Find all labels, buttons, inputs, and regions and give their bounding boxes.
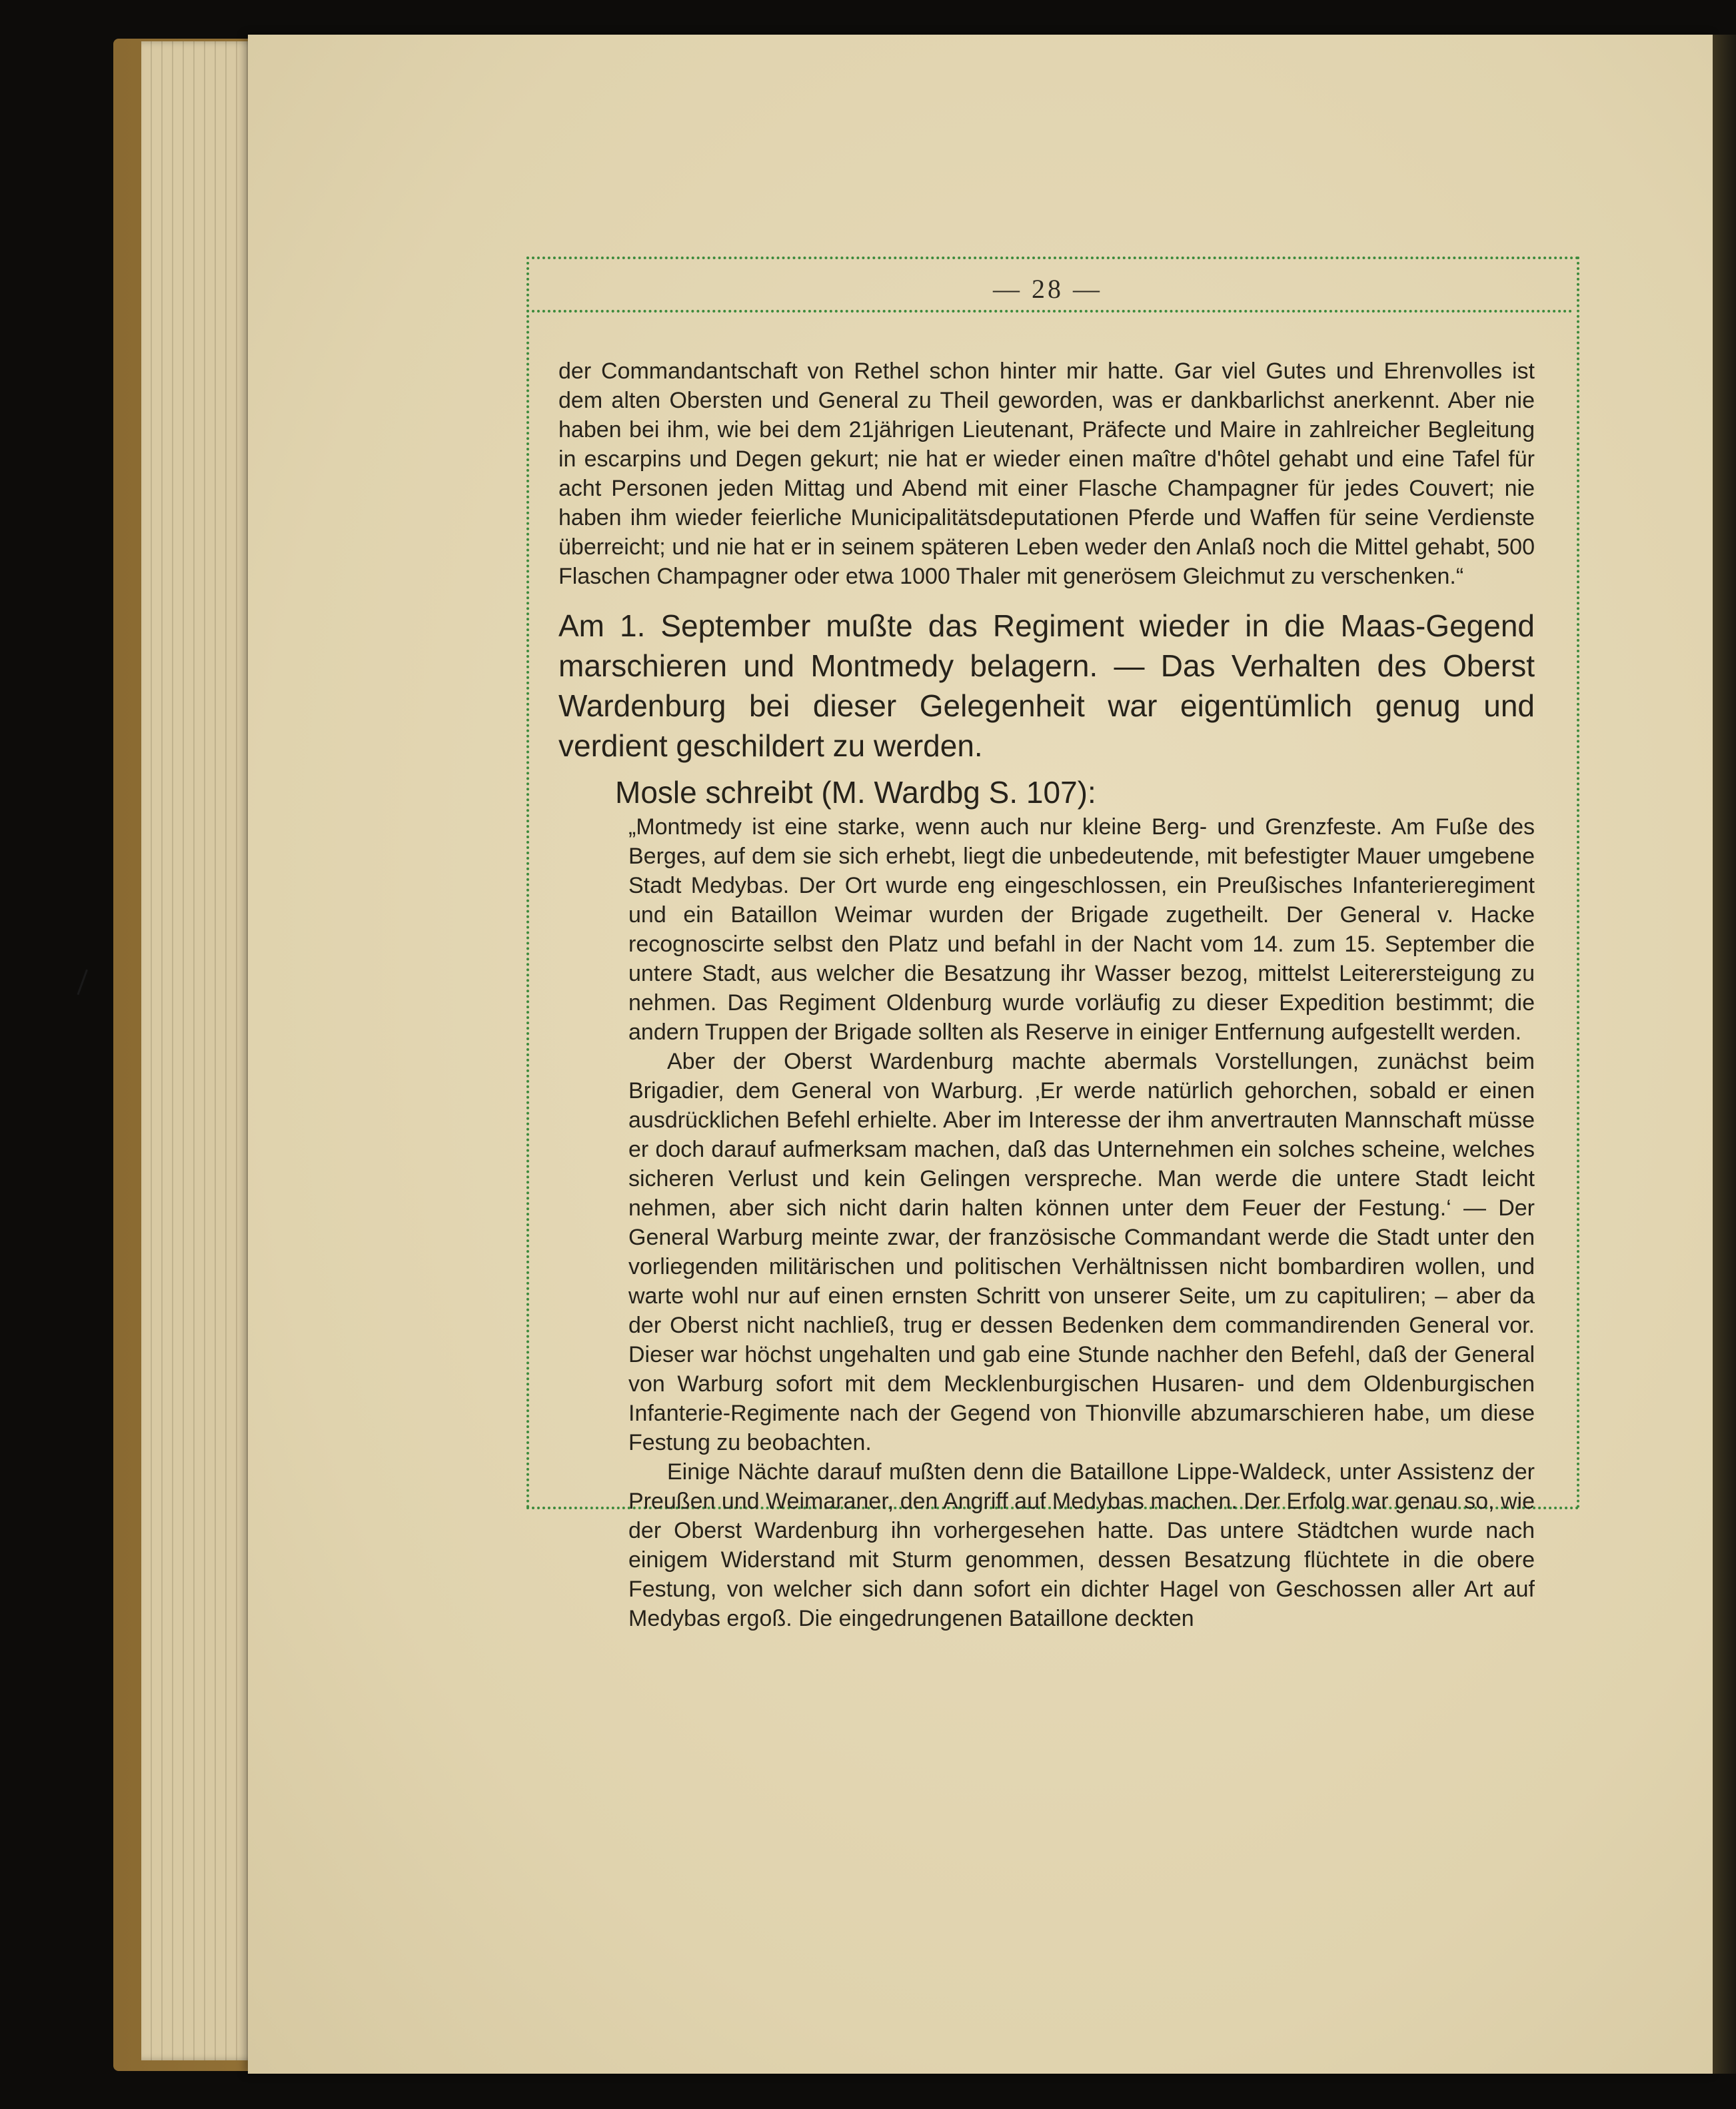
page-number: — 28 —: [993, 274, 1102, 304]
quote-paragraph-1: „Montmedy ist eine starke, wenn auch nur kleine Berg- und Grenzfeste. Am Fuße des Berges, auf dem sie sich erhebt, liegt die unbedeutende, mit befestigter Mauer umgebene Stadt Medybas. Der Ort wurde eng eingeschlossen, ein Preußisches Infanterieregiment und ein Bataillon Weimar wurden der Brigade zugetheilt. Der General v. Hacke recognoscirte selbst den Platz und befahl in der Nacht vom 14. zum 15. September die untere Stadt, aus welcher die Besatzung ihr Wasser bezog, mittelst Leiterersteigung zu nehmen. Das Regiment Oldenburg wurde vorläufig zu dieser Expedition bestimmt; die andern Truppen der Brigade sollten als Reserve in einiger Entfernung aufgestellt werden.: [628, 814, 1535, 1045]
paragraph-2: Am 1. September mußte das Regiment wieder in die Maas-Gegend marschieren und Montmedy belagern. — Das Verhalten des Oberst Wardenburg bei dieser Gelegenheit war eigentümlich genug und verdient geschildert zu werden.: [558, 608, 1535, 763]
paragraph-3: Mosle schreibt (M. Wardbg S. 107):: [615, 775, 1096, 810]
page-edges: [141, 41, 261, 2060]
paragraph-1: der Commandantschaft von Rethel schon hinter mir hatte. Gar viel Gutes und Ehrenvolles ist dem alten Obersten und General zu Theil geworden, was er dankbarlichst anerkennt. Aber nie haben bei ihm, wie bei dem 21jährigen Lieutenant, Präfecte und Maire in zahlreicher Begleitung in escarpins und Degen gekurt; nie hat er wieder einen maître d'hôtel gehabt und eine Tafel für acht Personen jeden Mittag und Abend mit einer Flasche Champagner für jedes Couvert; nie haben ihm wieder feierliche Municipalitätsdeputationen Pferde und Waffen für seine Verdienste überreicht; und nie hat er in seinem späteren Leben weder den Anlaß noch die Mittel gehabt, 500 Flaschen Champagner oder etwa 1000 Thaler mit generösem Gleichmut zu verschenken.“: [558, 358, 1535, 589]
right-cover-edge: [1713, 35, 1736, 2074]
margin-mark: [77, 970, 91, 997]
quote-paragraph-2: Aber der Oberst Wardenburg machte abermals Vorstellungen, zunächst beim Brigadier, dem General von Warburg. ‚Er werde natürlich gehorchen, sobald er einen ausdrücklichen Befehl erhielte. Aber im Interesse der ihm anvertrauten Mannschaft müsse er doch darauf aufmerksam machen, daß das Unternehmen ein solches scheine, welches sicheren Verlust und kein Gelingen verspreche. Man werde die untere Stadt leicht nehmen, aber sich nicht darin halten können unter dem Feuer der Festung.‘ — Der General Warburg meinte zwar, der französische Commandant werde die Stadt unter den vorliegenden militärischen und politischen Verhältnissen nicht bombardiren wollen, und warte wohl nur auf einen ernsten Schritt von unserer Seite, um zu capituliren; – aber da der Oberst nicht nachließ, trug er dessen Bedenken dem commandirenden General vor. Dieser war höchst ungehalten und gab eine Stunde nachher den Befehl, daß der General von Warburg sofort mit dem Mecklenburgischen Husaren- und dem Oldenburgischen Infanterie-Regimente nach der Gegend von Thionville abzumarschieren habe, um diese Festung zu beobachten.: [628, 1049, 1535, 1455]
page-text: [558, 356, 1535, 1633]
header-divider: [526, 310, 1573, 313]
quote-paragraph-3: Einige Nächte darauf mußten denn die Bataillone Lippe-Waldeck, unter Assistenz der Preußen und Weimaraner, den Angriff auf Medybas machen. Der Erfolg war genau so, wie der Oberst Wardenburg ihn vorhergesehen hatte. Das untere Städtchen wurde nach einigem Widerstand mit Sturm genommen, dessen Besatzung flüchtete in die obere Festung, von welcher sich dann sofort ein dichter Hagel von Geschossen aller Art auf Medybas ergoß. Die eingedrungenen Bataillone deckten: [628, 1459, 1535, 1631]
